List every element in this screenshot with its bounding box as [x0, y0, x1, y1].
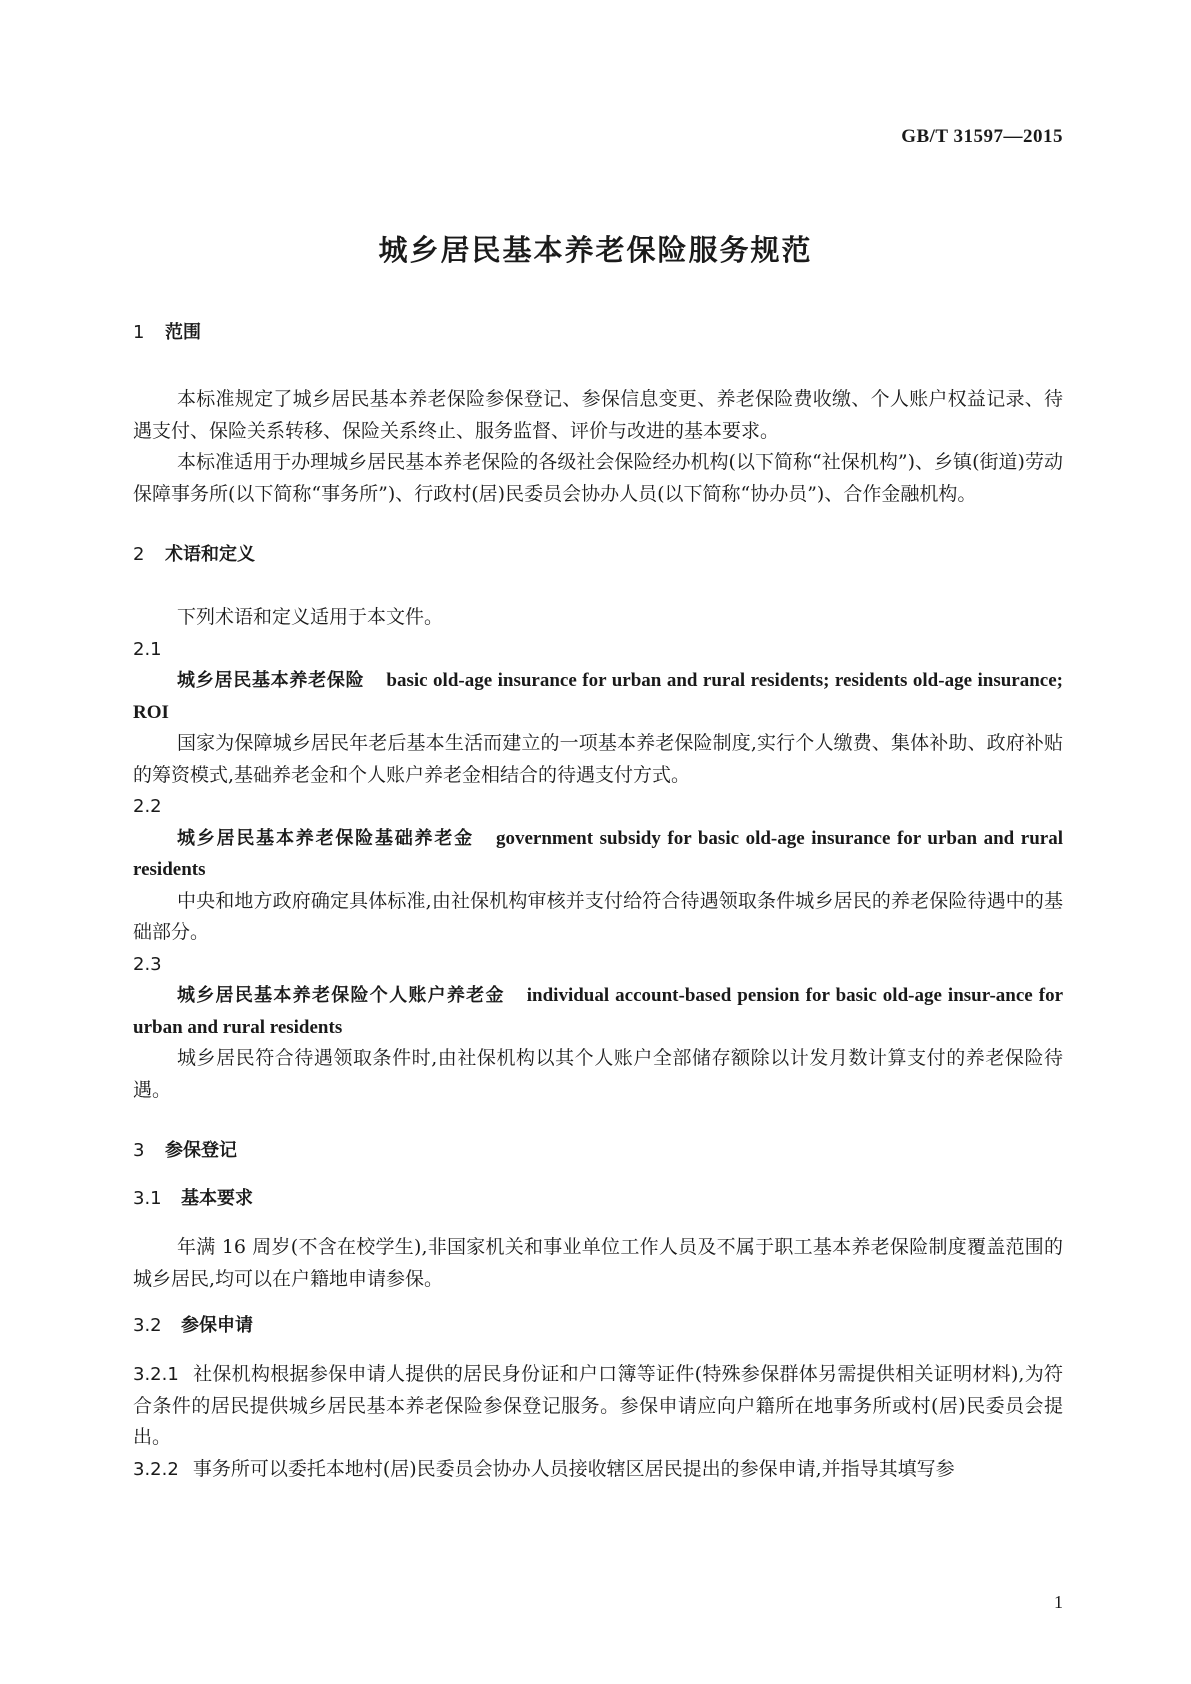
term-entry: [133, 980, 1063, 1043]
term-number: 2.3: [133, 953, 162, 975]
paragraph: 本标准规定了城乡居民基本养老保险参保登记、参保信息变更、养老保险费收缴、个人账户权益记录、待遇支付、保险关系转移、保险关系终止、服务监督、评价与改进的基本要求。: [133, 388, 1063, 442]
section-number: 2: [133, 544, 145, 565]
subsection-3-1-heading: [133, 1184, 1063, 1214]
term-en: basic old-age insurance for urban and rural residents; residents old-age insurance; ROI: [133, 670, 1063, 723]
clause-text: 事务所可以委托本地村(居)民委员会协办人员接收辖区居民提出的参保申请,并指导其填写参: [192, 1457, 955, 1480]
clause-number: 3.2.2: [133, 1458, 179, 1480]
subsection-3-2-heading: [133, 1311, 1063, 1341]
term-zh: 城乡居民基本养老保险个人账户养老金: [177, 985, 505, 1006]
standard-code: GB/T 31597—2015: [901, 126, 1063, 147]
document-title: 城乡居民基本养老保险服务规范: [378, 233, 813, 267]
subsection-title: 参保申请: [181, 1315, 253, 1336]
term-number: 2.2: [133, 796, 162, 817]
clause-3-2-2: [133, 1454, 1063, 1486]
term-en: government subsidy for basic old-age insurance for urban and rural residents: [133, 827, 1063, 880]
clause-text: 社保机构根据参保申请人提供的居民身份证和户口簿等证件(特殊参保群体另需提供相关证明材料),为符合条件的居民提供城乡居民基本养老保险参保登记服务。参保申请应向户籍所在地事务所或村(居)民委员会提出。: [133, 1363, 1063, 1448]
subsection-title: 基本要求: [181, 1188, 253, 1209]
term-entry: [133, 665, 1063, 728]
clause-3-2-1: [133, 1359, 1063, 1454]
term-definition: 国家为保障城乡居民年老后基本生活而建立的一项基本养老保险制度,实行个人缴费、集体补助、政府补贴的筹资模式,基础养老金和个人账户养老金相结合的待遇支付方式。: [133, 732, 1063, 786]
section-2-heading: [133, 540, 1063, 570]
section-number: 1: [133, 322, 145, 343]
term-entry: [133, 823, 1063, 886]
term-zh: 城乡居民基本养老保险: [177, 670, 365, 691]
term-number: 2.1: [133, 638, 162, 660]
paragraph: 本标准适用于办理城乡居民基本养老保险的各级社会保险经办机构(以下简称“社保机构”)、乡镇(街道)劳动保障事务所(以下简称“事务所”)、行政村(居)民委员会协办人员(以下简称“协办员”)、合作金融机构。: [133, 451, 1063, 505]
subsection-number: 3.1: [133, 1188, 162, 1209]
section-3-heading: [133, 1136, 1063, 1166]
subsection-number: 3.2: [133, 1315, 162, 1336]
term-definition: 城乡居民符合待遇领取条件时,由社保机构以其个人账户全部储存额除以计发月数计算支付的养老保险待遇。: [133, 1047, 1063, 1101]
paragraph: 年满 16 周岁(不含在校学生),非国家机关和事业单位工作人员及不属于职工基本养老保险制度覆盖范围的城乡居民,均可以在户籍地申请参保。: [133, 1236, 1063, 1290]
document-body: [133, 318, 1063, 1485]
section-title: 范围: [165, 322, 201, 343]
section-title: 参保登记: [165, 1140, 237, 1161]
clause-number: 3.2.1: [133, 1364, 179, 1385]
section-1-heading: [133, 318, 1063, 348]
section-title: 术语和定义: [165, 544, 255, 565]
page-number: 1: [1054, 1592, 1063, 1612]
term-definition: 中央和地方政府确定具体标准,由社保机构审核并支付给符合待遇领取条件城乡居民的养老保险待遇中的基础部分。: [133, 889, 1063, 943]
term-en: individual account-based pension for basic old-age insur-ance for urban and rural residents: [133, 985, 1064, 1038]
paragraph: 下列术语和定义适用于本文件。: [177, 606, 444, 628]
term-zh: 城乡居民基本养老保险基础养老金: [177, 827, 474, 849]
section-number: 3: [133, 1140, 145, 1161]
